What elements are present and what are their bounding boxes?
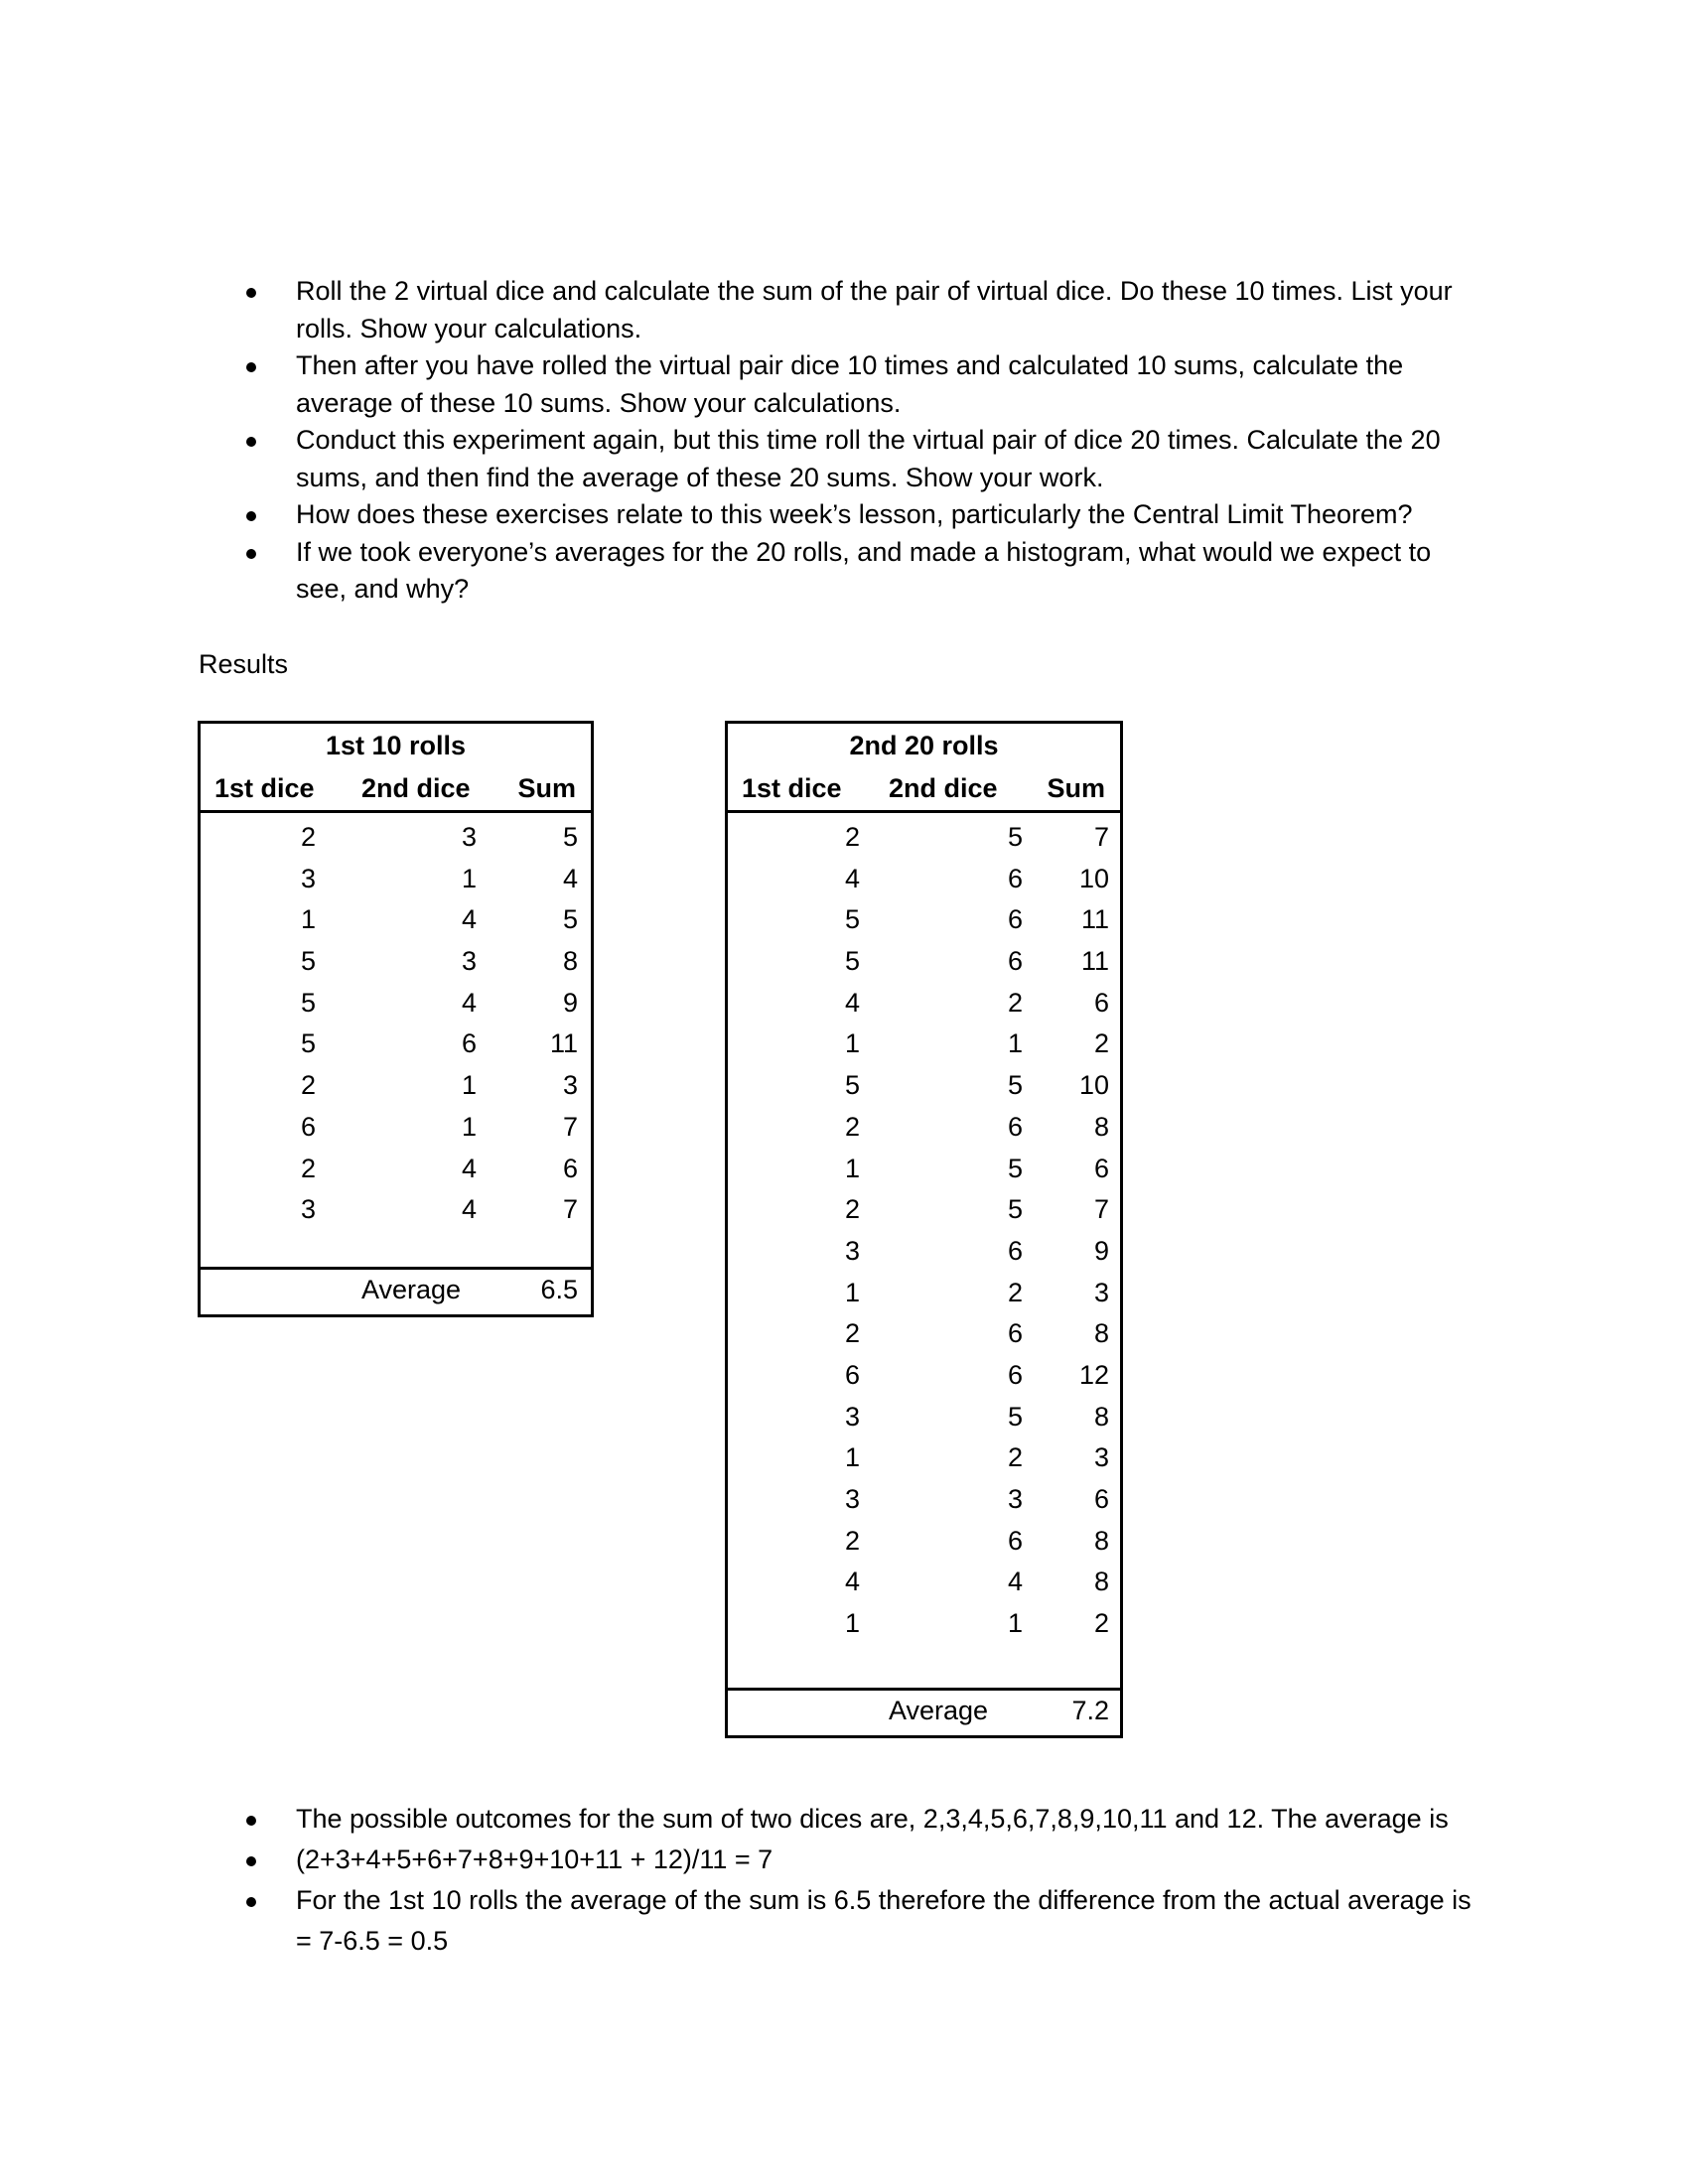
sum-cell: 7 [562,1111,578,1142]
first-10-rolls-table [198,721,594,1317]
conclusion-item: The possible outcomes for the sum of two dices are, 2,3,4,5,6,7,8,9,10,11 and 12. The average is [0,1799,1477,1840]
header-divider [728,810,1120,813]
second-dice-cell: 5 [1007,1194,1023,1225]
second-dice-cell: 6 [1007,863,1023,893]
table-row [201,1148,591,1189]
sum-cell: 11 [1080,904,1109,935]
sum-cell: 11 [1080,946,1109,977]
table-row [201,1106,591,1148]
table-row [728,1436,1120,1478]
average-label: Average [361,1275,462,1304]
average-label: Average [889,1696,989,1725]
second-dice-cell: 5 [1007,822,1023,852]
first-dice-cell: 5 [300,1028,316,1059]
table-row [201,898,591,940]
column-header-2nd-dice: 2nd dice [361,773,471,803]
second-dice-cell: 4 [461,987,477,1018]
sum-cell: 6 [1093,1153,1109,1183]
second-dice-cell: 4 [461,1153,477,1183]
first-dice-cell: 2 [300,1070,316,1101]
sum-cell: 6 [1093,987,1109,1018]
table-row [728,858,1120,899]
sum-cell: 8 [562,946,578,977]
table-row [728,1354,1120,1396]
table-title: 1st 10 rolls [325,731,467,760]
column-header-1st-dice: 1st dice [742,773,842,803]
first-dice-cell: 5 [844,904,860,935]
sum-cell: 9 [1093,1235,1109,1266]
first-dice-cell: 6 [300,1111,316,1142]
conclusions-list [0,1799,1477,1962]
table-row [728,1312,1120,1354]
second-dice-cell: 3 [461,822,477,852]
first-dice-cell: 1 [300,904,316,935]
first-dice-cell: 5 [844,946,860,977]
first-dice-cell: 4 [844,1567,860,1597]
table-row [728,816,1120,858]
first-dice-cell: 1 [844,1442,860,1473]
table-row [201,940,591,982]
instruction-item: Then after you have rolled the virtual pair dice 10 times and calculated 10 sums, calculate the average of these 10 sums. Show your calculations. [0,347,1477,422]
second-dice-cell: 3 [1007,1484,1023,1514]
second-dice-cell: 1 [461,1070,477,1101]
second-dice-cell: 5 [1007,1070,1023,1101]
table-row [201,1064,591,1106]
table-row [728,940,1120,982]
second-dice-cell: 6 [461,1028,477,1059]
first-dice-cell: 2 [844,1525,860,1556]
sum-cell: 3 [1093,1277,1109,1307]
table-row [201,816,591,858]
second-dice-cell: 6 [1007,1525,1023,1556]
second-dice-cell: 6 [1007,1318,1023,1349]
sum-cell: 10 [1078,1070,1109,1101]
sum-cell: 7 [1093,1194,1109,1225]
sum-cell: 9 [562,987,578,1018]
first-dice-cell: 2 [844,1318,860,1349]
first-dice-cell: 4 [844,863,860,893]
table-row [728,1148,1120,1189]
first-dice-cell: 2 [844,1111,860,1142]
table-row [728,1106,1120,1148]
first-dice-cell: 1 [844,1028,860,1059]
second-dice-cell: 2 [1007,987,1023,1018]
sum-cell: 7 [562,1194,578,1225]
table-title: 2nd 20 rolls [849,731,999,760]
first-dice-cell: 5 [844,1070,860,1101]
first-dice-cell: 2 [844,1194,860,1225]
second-dice-cell: 6 [1007,946,1023,977]
sum-cell: 8 [1093,1318,1109,1349]
second-dice-cell: 3 [461,946,477,977]
table-row [728,1023,1120,1064]
column-header-1st-dice: 1st dice [214,773,315,803]
instruction-item: Conduct this experiment again, but this time roll the virtual pair of dice 20 times. Calculate the 20 sums, and then find the average of these 20 sums. Show your work. [0,422,1477,496]
instruction-item: Roll the 2 virtual dice and calculate the sum of the pair of virtual dice. Do these 10 times. List your rolls. Show your calculations. [0,273,1477,347]
sum-cell: 8 [1093,1111,1109,1142]
first-dice-cell: 5 [300,946,316,977]
sum-cell: 4 [562,863,578,893]
table-row [728,1396,1120,1437]
sum-cell: 11 [549,1028,578,1059]
first-dice-cell: 1 [844,1153,860,1183]
first-dice-cell: 3 [844,1235,860,1266]
second-20-rolls-table [725,721,1123,1738]
table-row [201,858,591,899]
conclusion-item: For the 1st 10 rolls the average of the sum is 6.5 therefore the difference from the actual average is = 7-6.5 = 0.5 [0,1880,1477,1962]
table-row [728,898,1120,940]
conclusion-item: (2+3+4+5+6+7+8+9+10+11 + 12)/11 = 7 [0,1840,1477,1880]
second-dice-cell: 1 [461,1111,477,1142]
table-row [728,1230,1120,1272]
first-dice-cell: 2 [300,1153,316,1183]
second-dice-cell: 5 [1007,1153,1023,1183]
second-dice-cell: 6 [1007,904,1023,935]
table-row [201,1023,591,1064]
table-row [728,1188,1120,1230]
first-dice-cell: 1 [844,1608,860,1639]
second-dice-cell: 6 [1007,1111,1023,1142]
second-dice-cell: 1 [461,863,477,893]
table-row [728,1064,1120,1106]
first-dice-cell: 3 [300,1194,316,1225]
average-divider [201,1267,591,1270]
second-dice-cell: 5 [1007,1401,1023,1432]
header-divider [201,810,591,813]
first-dice-cell: 2 [300,822,316,852]
results-heading: Results [199,649,289,679]
first-dice-cell: 1 [844,1277,860,1307]
sum-cell: 8 [1093,1567,1109,1597]
sum-cell: 7 [1093,822,1109,852]
first-dice-cell: 4 [844,987,860,1018]
first-dice-cell: 3 [844,1484,860,1514]
sum-cell: 3 [1093,1442,1109,1473]
column-header-sum: Sum [1047,773,1105,803]
second-dice-cell: 1 [1007,1028,1023,1059]
second-dice-cell: 4 [461,1194,477,1225]
second-dice-cell: 4 [461,904,477,935]
average-value: 7.2 [1071,1696,1109,1725]
instructions-list [0,273,1477,609]
first-dice-cell: 3 [844,1401,860,1432]
sum-cell: 6 [562,1153,578,1183]
table-row [201,1188,591,1230]
table-row [201,982,591,1024]
instruction-item: How does these exercises relate to this week’s lesson, particularly the Central Limit Theorem? [0,496,1477,534]
average-value: 6.5 [540,1275,578,1304]
table-row [728,1602,1120,1644]
table-rows [201,816,591,1230]
sum-cell: 6 [1093,1484,1109,1514]
first-dice-cell: 6 [844,1359,860,1390]
second-dice-cell: 4 [1007,1567,1023,1597]
sum-cell: 2 [1093,1028,1109,1059]
table-row [728,1520,1120,1562]
sum-cell: 5 [562,904,578,935]
second-dice-cell: 6 [1007,1359,1023,1390]
sum-cell: 2 [1093,1608,1109,1639]
table-row [728,982,1120,1024]
sum-cell: 8 [1093,1525,1109,1556]
average-divider [728,1688,1120,1691]
table-row [728,1561,1120,1602]
table-row [728,1478,1120,1520]
second-dice-cell: 2 [1007,1442,1023,1473]
sum-cell: 12 [1078,1359,1109,1390]
column-header-sum: Sum [517,773,576,803]
sum-cell: 10 [1078,863,1109,893]
second-dice-cell: 2 [1007,1277,1023,1307]
first-dice-cell: 2 [844,822,860,852]
table-row [728,1272,1120,1313]
sum-cell: 8 [1093,1401,1109,1432]
column-header-2nd-dice: 2nd dice [889,773,998,803]
first-dice-cell: 5 [300,987,316,1018]
first-dice-cell: 3 [300,863,316,893]
second-dice-cell: 6 [1007,1235,1023,1266]
second-dice-cell: 1 [1007,1608,1023,1639]
table-rows [728,816,1120,1644]
instruction-item: If we took everyone’s averages for the 20 rolls, and made a histogram, what would we expect to see, and why? [0,534,1477,609]
sum-cell: 3 [562,1070,578,1101]
sum-cell: 5 [562,822,578,852]
